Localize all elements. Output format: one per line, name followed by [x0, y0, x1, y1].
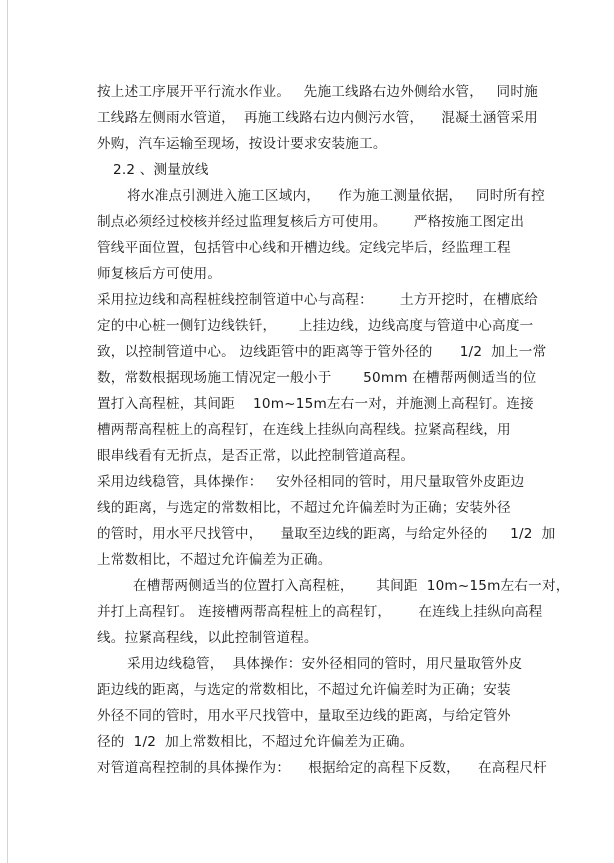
- text-line: 线的距离，与选定的常数相比，不超过允许偏差时为正确；安装外径: [97, 500, 511, 516]
- text-line: 距边线的距离，与选定的常数相比，不超过允许偏差时为正确；安装: [97, 682, 511, 698]
- text-line: 数，常数根据现场施工情况定一般小于 50mm 在槽帮两侧适当的位: [97, 370, 537, 386]
- text-line: 的管时，用水平尺找管中， 量取至边线的距离，与给定外径的 1/2 加: [97, 526, 556, 542]
- text-line: 管线平面位置，包括管中心线和开槽边线。定线完毕后，经监理工程: [97, 240, 511, 256]
- text-line: 并打上高程钉。 连接槽两帮高程桩上的高程钉， 在连线上挂纵向高程: [97, 604, 543, 620]
- text-line: 槽两帮高程桩上的高程钉，在连线上挂纵向高程线。拉紧高程线，用: [97, 422, 511, 438]
- text-line: 采用边线稳管， 具体操作：安外径相同的管时，用尺量取管外皮: [127, 656, 523, 672]
- text-line: 采用边线稳管，具体操作： 安外径相同的管时，用尺量取管外皮距边: [97, 474, 525, 490]
- text-line: 眼串线看有无折点，是否正常，以此控制管道高程。: [97, 448, 415, 464]
- text-line: 制点必须经过校核并经过监理复核后方可使用。 严格按施工图定出: [97, 214, 525, 230]
- text-line: 工线路左侧雨水管道， 再施工线路右边内侧污水管， 混凝土涵管采用: [97, 110, 538, 126]
- text-line: 师复核后方可使用。: [97, 266, 222, 282]
- text-line: 径的 1/2 加上常数相比，不超过允许偏差为正确。: [97, 734, 414, 750]
- text-line: 置打入高程桩，其间距 10m~15m左右一对，并施测上高程钉。连接: [97, 396, 534, 412]
- text-line: 外购，汽车运输至现场，按设计要求安装施工。: [97, 136, 387, 152]
- text-line: 对管道高程控制的具体操作为： 根据给定的高程下反数， 在高程尺杆: [97, 760, 547, 776]
- text-line: 在槽帮两侧适当的位置打入高程桩， 其间距 10m~15m左右一对，: [133, 578, 570, 594]
- text-line: 采用拉边线和高程桩线控制管道中心与高程： 土方开挖时，在槽底给: [97, 292, 538, 308]
- text-line: 外径不同的管时，用水平尺找管中，量取至边线的距离，与给定管外: [97, 708, 511, 724]
- text-line: 致，以控制管道中心。 边线距管中的距离等于管外径的 1/2 加上一常: [97, 344, 547, 360]
- text-line: 上常数相比，不超过允许偏差为正确。: [97, 552, 332, 568]
- text-line: 线。拉紧高程线，以此控制管道程。: [97, 630, 318, 646]
- text-line: 定的中心桩一侧钉边线铁钎， 上挂边线，边线高度与管道中心高度一: [97, 318, 534, 334]
- text-line: 将水准点引测进入施工区域内， 作为施工测量依据， 同时所有控: [127, 188, 545, 204]
- text-line: 按上述工序展开平行流水作业。 先施工线路右边外侧给水管， 同时施: [97, 84, 538, 100]
- section-heading: 2.2 、测量放线: [113, 162, 209, 178]
